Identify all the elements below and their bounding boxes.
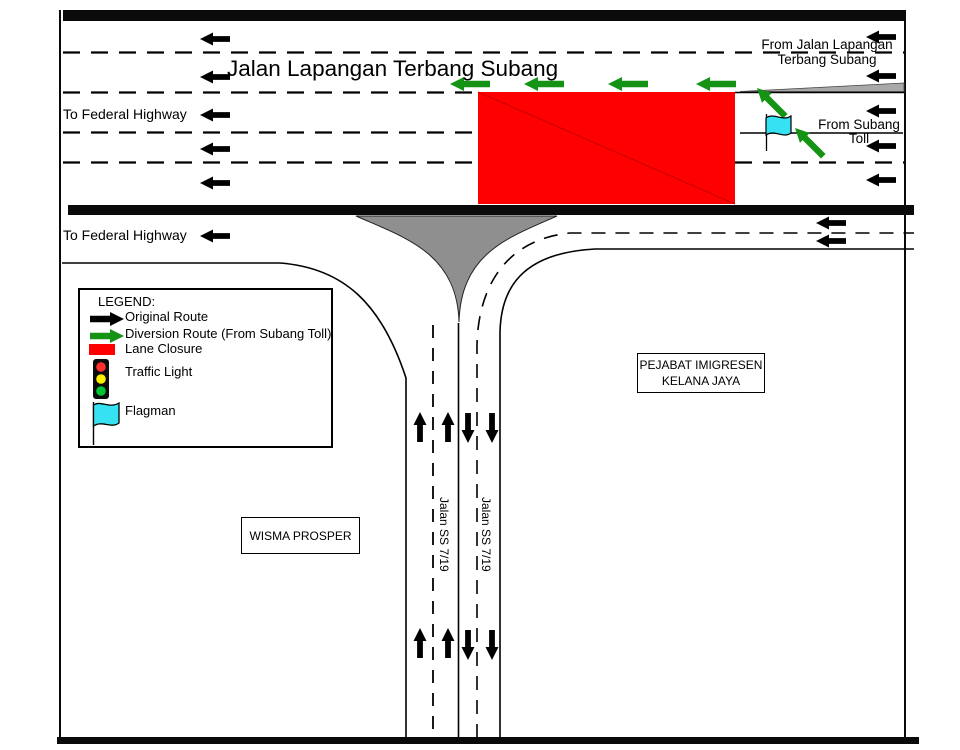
lane-closure-swatch-icon — [89, 344, 115, 355]
pejabat-line2: KELANA JAYA — [661, 374, 741, 388]
from-jalan-lapangan-line1: From Jalan Lapangan — [761, 37, 893, 52]
original-route-arrow-icon — [486, 630, 499, 660]
building-pejabat-imigresen — [637, 353, 765, 393]
diversion-route-arrow-icon — [752, 83, 790, 121]
original-route-arrow-icon — [414, 412, 427, 442]
street-name-right: Jalan SS 7/19 — [479, 497, 493, 572]
original-route-arrow-icon — [866, 70, 896, 83]
diversion-route-arrow-icon — [696, 77, 736, 91]
original-route-arrow-icon — [200, 177, 230, 190]
original-route-arrow-icon — [200, 230, 230, 243]
street-name-left: Jalan SS 7/19 — [437, 497, 451, 572]
original-route-arrow-icon — [442, 628, 455, 658]
original-route-arrow-icon — [200, 33, 230, 46]
wisma-prosper-label: WISMA PROSPER — [249, 528, 352, 543]
legend-title: LEGEND: — [98, 294, 156, 309]
original-route-arrow-icon — [866, 105, 896, 118]
legend-diversion-route-label: Diversion Route (From Subang Toll) — [125, 326, 332, 341]
legend-traffic-light-label: Traffic Light — [125, 364, 193, 379]
to-federal-highway-lower-label: To Federal Highway — [63, 227, 187, 243]
original-route-arrow-icon — [200, 71, 230, 84]
from-subang-line2: Toll — [848, 131, 870, 146]
to-federal-highway-upper-label: To Federal Highway — [63, 106, 187, 122]
original-route-arrow-icon — [200, 143, 230, 156]
legend-original-route-label: Original Route — [125, 309, 209, 324]
from-jalan-lapangan-line2: Terbang Subang — [777, 51, 877, 67]
legend-flagman-label: Flagman — [125, 403, 176, 418]
original-route-arrow-icon — [462, 630, 475, 660]
traffic-light-icon — [91, 358, 111, 400]
original-route-arrow-icon — [462, 413, 475, 443]
original-route-arrow-icon — [414, 628, 427, 658]
from-jalan-lapangan-label — [754, 38, 900, 67]
pejabat-line1: PEJABAT IMIGRESEN — [639, 357, 763, 372]
lane-divider-dashed-curve — [477, 233, 914, 738]
original-route-arrow-icon — [200, 109, 230, 122]
original-route-arrow-icon — [486, 413, 499, 443]
diversion-route-arrow-icon — [88, 328, 124, 344]
road-title: Jalan Lapangan Terbang Subang — [227, 56, 559, 81]
flagman-icon — [766, 116, 791, 135]
legend-lane-closure-label: Lane Closure — [125, 341, 203, 356]
merge-ramp-wedge — [740, 83, 904, 92]
original-route-arrow-icon — [442, 412, 455, 442]
diversion-route-arrow-icon — [608, 77, 648, 91]
original-route-arrow-icon — [866, 174, 896, 187]
original-route-arrow-icon — [88, 311, 124, 327]
flagman-icon — [88, 400, 122, 446]
legend-box — [78, 288, 333, 448]
building-wisma-prosper — [241, 517, 360, 554]
from-subang-line1: From Subang — [818, 117, 900, 132]
original-route-arrow-icon — [816, 217, 846, 230]
from-subang-toll-label — [800, 118, 918, 146]
road-edge-right-curve — [500, 249, 914, 738]
original-route-arrow-icon — [816, 235, 846, 248]
